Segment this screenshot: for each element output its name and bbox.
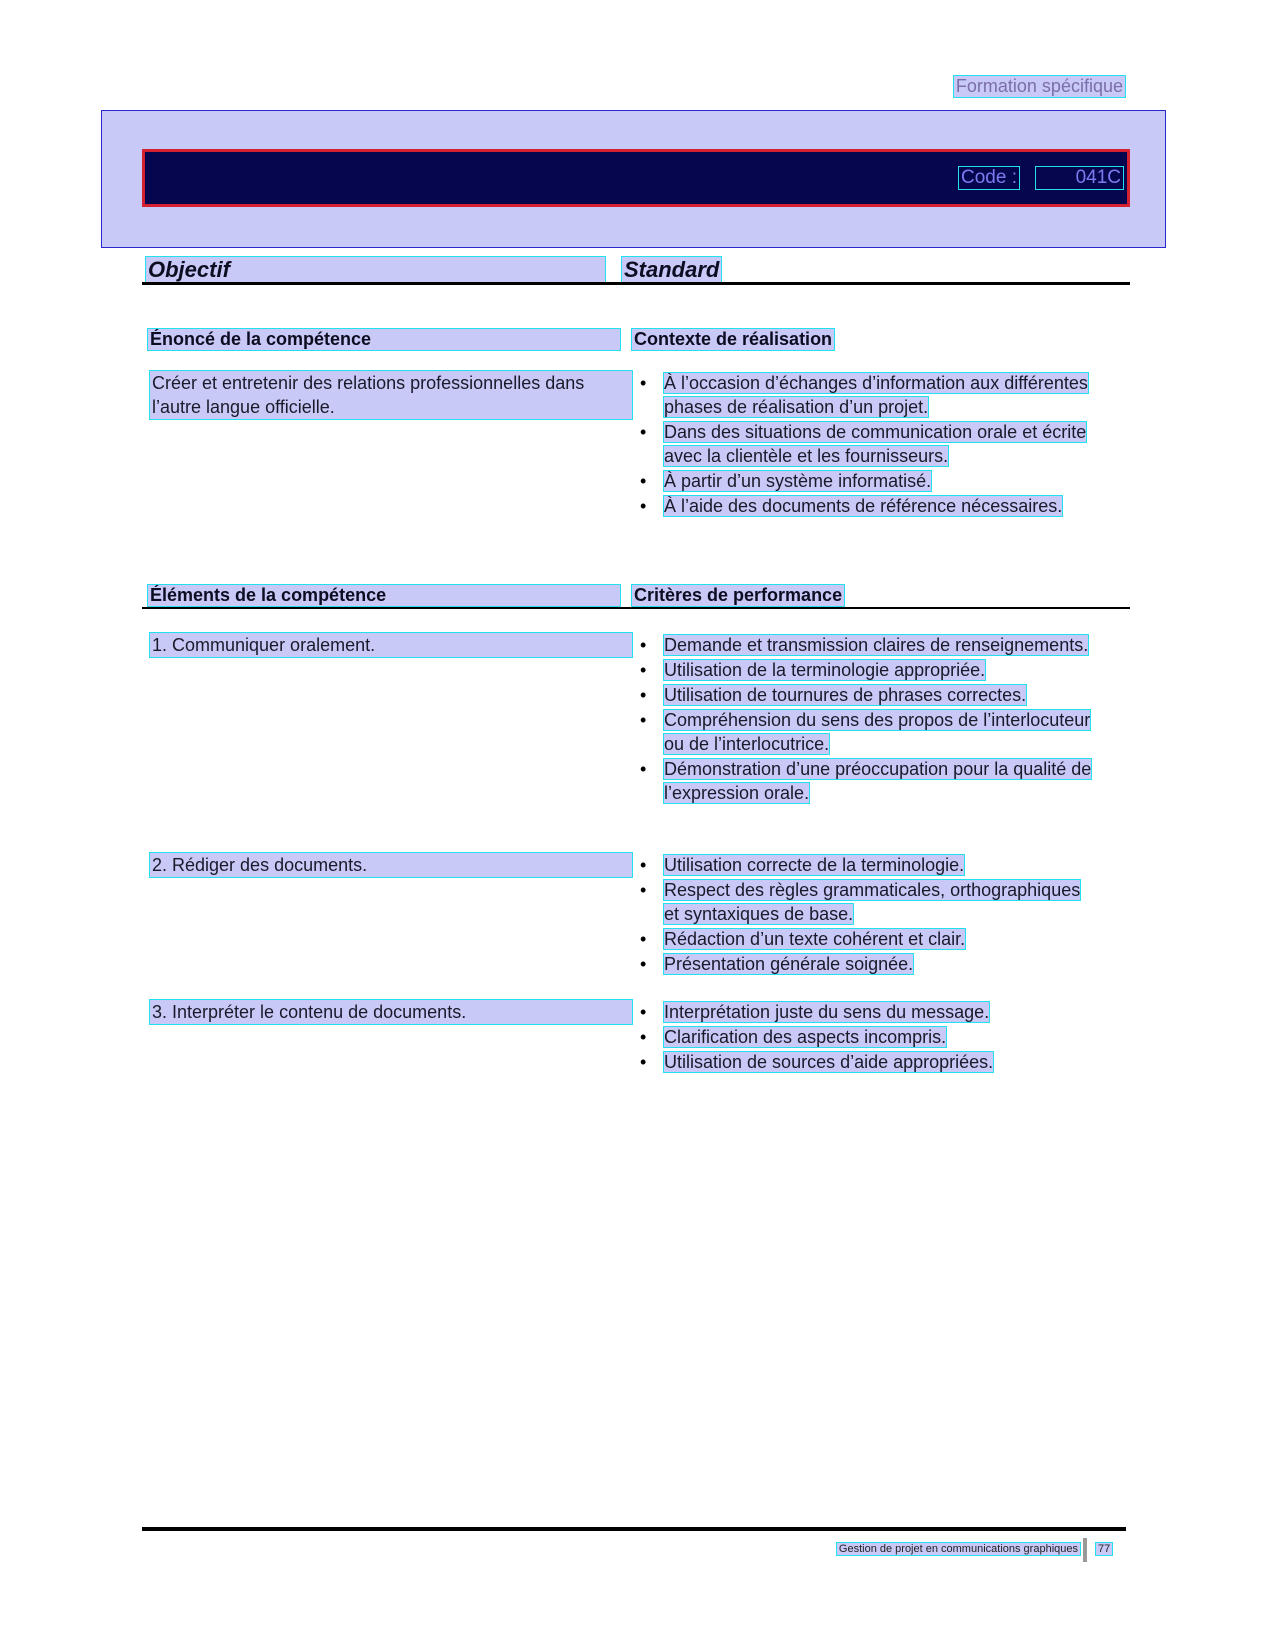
code-value: 041C [1036, 167, 1123, 189]
code-label: Code : [961, 167, 1017, 188]
page-number: 77 [1098, 1543, 1111, 1555]
list-item: • Utilisation de la terminologie appropriée. [640, 658, 1100, 682]
element-label: 1. Communiquer oralement. [150, 633, 632, 657]
footer-separator [1083, 1538, 1087, 1562]
list-item: • Interprétation juste du sens du message. [640, 1000, 1100, 1024]
criteres-heading: Critères de performance [634, 585, 843, 605]
list-item: • Dans des situations de communication orale et écrite avec la clientèle et les fournisseurs. [640, 420, 1100, 468]
header-rule [142, 282, 1130, 285]
footer-rule [142, 1527, 1126, 1531]
list-item: • Présentation générale soignée. [640, 952, 1100, 976]
list-item: • Rédaction d’un texte cohérent et clair. [640, 927, 1100, 951]
list-item: • Demande et transmission claires de renseignements. [640, 633, 1100, 657]
section-label: Formation spécifique [955, 76, 1123, 96]
list-item: • Clarification des aspects incompris. [640, 1025, 1100, 1049]
criteria-list [640, 633, 1100, 806]
footer-title: Gestion de projet en communications graphiques [838, 1543, 1078, 1555]
enonce-text: Créer et entretenir des relations professionnelles dans l’autre langue officielle. [150, 371, 632, 419]
contexte-heading: Contexte de réalisation [634, 329, 833, 349]
list-item: • À l’occasion d’échanges d’information aux différentes phases de réalisation d’un projet. [640, 371, 1100, 419]
criteria-list [640, 1000, 1100, 1075]
standard-heading: Standard [624, 257, 720, 282]
element-label: 3. Interpréter le contenu de documents. [150, 1000, 632, 1024]
list-item: • Utilisation de sources d’aide appropriées. [640, 1050, 1100, 1074]
elements-rule [142, 607, 1130, 609]
contexte-list [640, 371, 1100, 519]
criteria-list [640, 853, 1100, 977]
enonce-heading: Énoncé de la compétence [148, 329, 620, 350]
list-item: • Respect des règles grammaticales, orthographiques et syntaxiques de base. [640, 878, 1100, 926]
title-banner [101, 110, 1166, 248]
list-item: • À l’aide des documents de référence nécessaires. [640, 494, 1100, 518]
objectif-heading: Objectif [146, 257, 605, 283]
list-item: • Démonstration d’une préoccupation pour la qualité de l’expression orale. [640, 757, 1100, 805]
list-item: • À partir d’un système informatisé. [640, 469, 1100, 493]
list-item: • Compréhension du sens des propos de l’interlocuteur ou de l’interlocutrice. [640, 708, 1100, 756]
list-item: • Utilisation de tournures de phrases correctes. [640, 683, 1100, 707]
element-label: 2. Rédiger des documents. [150, 853, 632, 877]
title-banner-inner [142, 149, 1130, 207]
list-item: • Utilisation correcte de la terminologie. [640, 853, 1100, 877]
elements-heading: Éléments de la compétence [148, 585, 620, 606]
